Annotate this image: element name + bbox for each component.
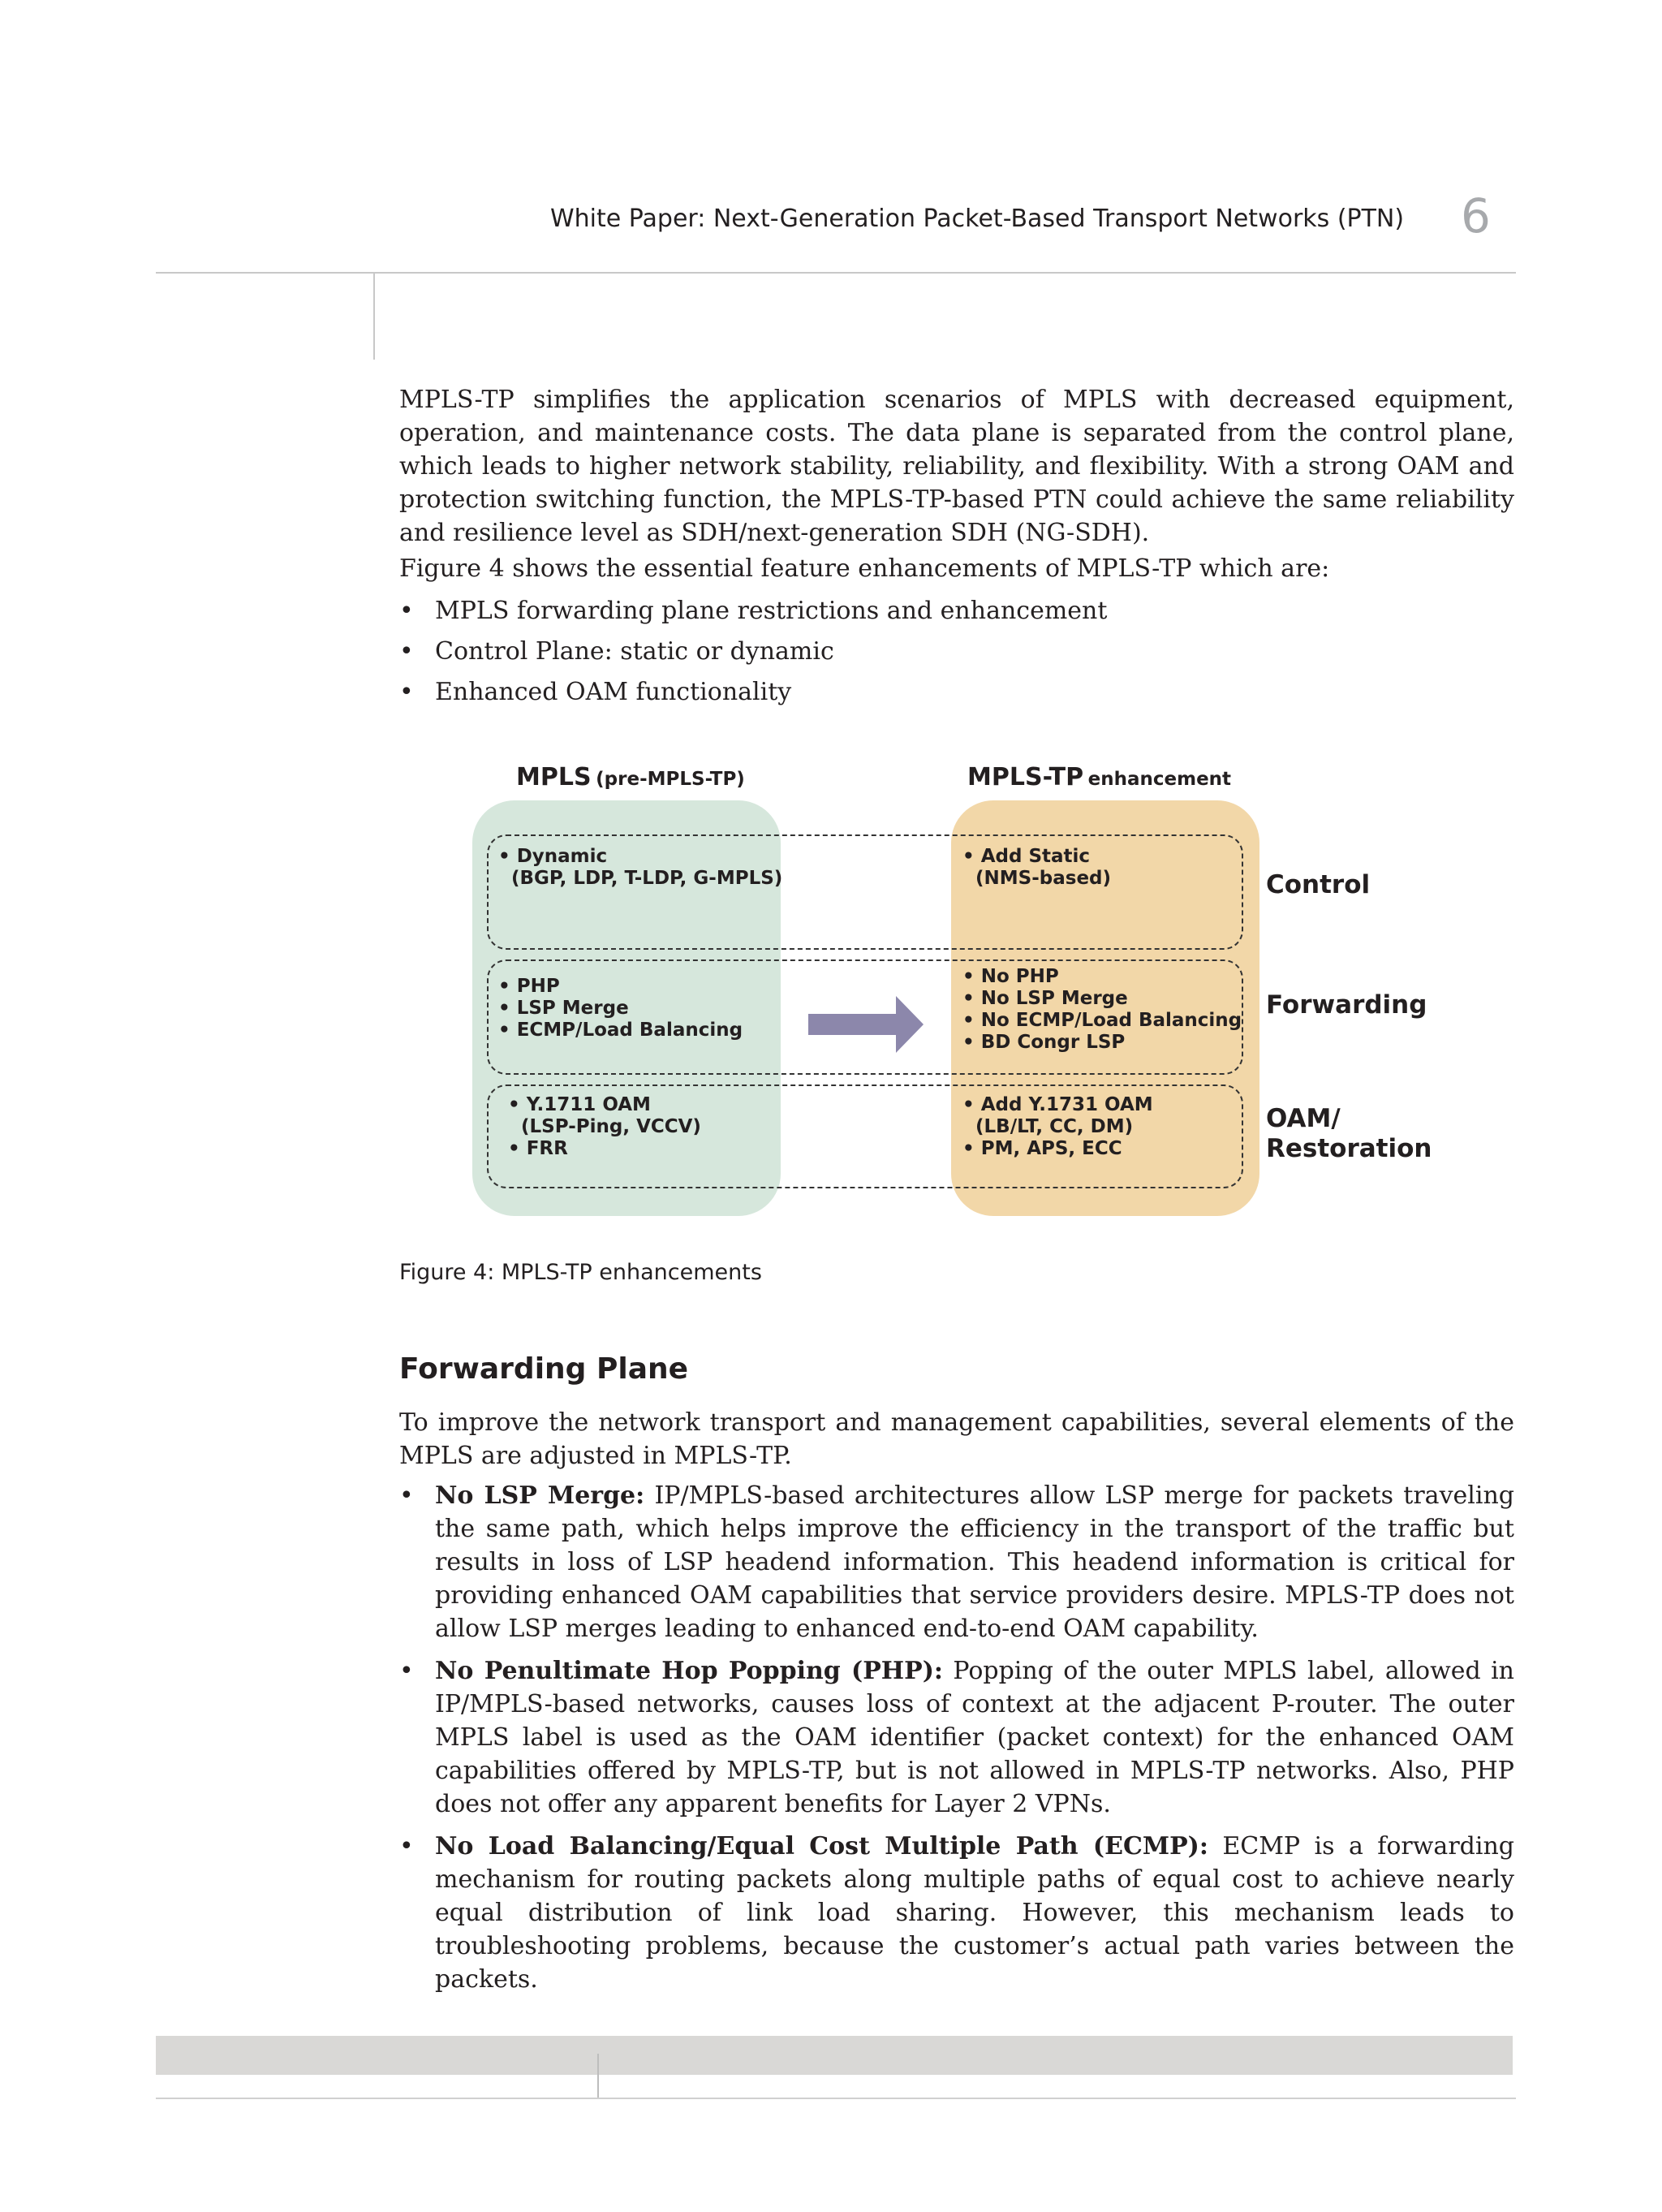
forwarding-right-cell: • No PHP • No LSP Merge • No ECMP/Load Balancing • BD Congr LSP bbox=[962, 966, 1242, 1053]
bullet-icon: • bbox=[399, 678, 414, 706]
list-item bbox=[399, 1830, 1514, 1996]
intro-bullet-list bbox=[399, 594, 1514, 716]
right-arrow-icon bbox=[808, 996, 924, 1053]
intro-paragraph: MPLS-TP simplifies the application scenarios of MPLS with decreased equipment, operation, and maintenance costs. The data plane is separated from the control plane, which leads to higher network stability, reliability, and flexibility. With a strong OAM and protection switching function, the MPLS-TP-based PTN could achieve the same reliability and resilience level as SDH/next-generation SDH (NG-SDH). bbox=[399, 386, 1514, 547]
control-left-cell: • Dynamic (BGP, LDP, T-LDP, G-MPLS) bbox=[498, 846, 783, 889]
bullet-icon: • bbox=[399, 597, 414, 625]
list-item-text: Popping of the outer MPLS label, allowed in IP/MPLS-based networks, causes loss of context at the adjacent P-router. The outer MPLS label is used as the OAM identifier (packet context) for the enhanced OAM capabilities offered by MPLS-TP, but is not allowed in MPLS-TP networks. Also, PHP does not offer any apparent benefits for Layer 2 VPNs. bbox=[435, 1657, 1514, 1818]
list-item-text: MPLS forwarding plane restrictions and enhancement bbox=[435, 597, 1108, 625]
section-intro-paragraph: To improve the network transport and management capabilities, several elements of the MPLS are adjusted in MPLS-TP. bbox=[399, 1408, 1514, 1470]
figure-reference-paragraph: Figure 4 shows the essential feature enhancements of MPLS-TP which are: bbox=[399, 554, 1330, 583]
figure-caption: Figure 4: MPLS-TP enhancements bbox=[399, 1260, 762, 1285]
list-item-text: Enhanced OAM functionality bbox=[435, 678, 792, 706]
mpls-tp-figure bbox=[454, 763, 1445, 1226]
forwarding-left-cell: • PHP • LSP Merge • ECMP/Load Balancing bbox=[498, 976, 743, 1041]
left-column-heading bbox=[516, 763, 745, 791]
left-heading-sub: (pre-MPLS-TP) bbox=[596, 769, 745, 790]
right-column-heading bbox=[967, 763, 1231, 791]
list-item bbox=[399, 1479, 1514, 1645]
page-number: 6 bbox=[1461, 188, 1491, 244]
list-item-term: No Load Balancing/Equal Cost Multiple Path (ECMP): bbox=[435, 1832, 1208, 1861]
bullet-icon: • bbox=[399, 1481, 414, 1510]
section-bullet-list bbox=[399, 1479, 1514, 2005]
control-right-cell: • Add Static (NMS-based) bbox=[962, 846, 1112, 889]
list-item bbox=[399, 675, 1514, 709]
list-item-text: IP/MPLS-based architectures allow LSP merge for packets traveling the same path, which helps improve the efficiency in the transport of the traffic but results in loss of LSP headend information. This headend information is critical for providing enhanced OAM capabilities that service providers desire. MPLS-TP does not allow LSP merges leading to enhanced end-to-end OAM capability. bbox=[435, 1481, 1514, 1643]
footer-tick-divider bbox=[597, 2054, 599, 2098]
footer-divider bbox=[156, 2098, 1516, 2099]
list-item bbox=[399, 1654, 1514, 1821]
running-header: White Paper: Next-Generation Packet-Based Transport Networks (PTN) bbox=[550, 205, 1405, 233]
left-heading-main: MPLS bbox=[516, 763, 592, 791]
oam-restoration-row-label: OAM/ Restoration bbox=[1266, 1104, 1432, 1163]
section-heading: Forwarding Plane bbox=[399, 1352, 689, 1386]
header-divider bbox=[156, 272, 1516, 274]
oam-right-cell: • Add Y.1731 OAM (LB/LT, CC, DM) • PM, APS, ECC bbox=[962, 1094, 1153, 1159]
list-item-term: No Penultimate Hop Popping (PHP): bbox=[435, 1657, 943, 1685]
forwarding-row-label: Forwarding bbox=[1266, 990, 1427, 1020]
oam-left-cell: • Y.1711 OAM (LSP-Ping, VCCV) • FRR bbox=[508, 1094, 701, 1159]
list-item bbox=[399, 594, 1514, 627]
list-item bbox=[399, 635, 1514, 668]
bullet-icon: • bbox=[399, 1832, 414, 1861]
bullet-icon: • bbox=[399, 1657, 414, 1685]
list-item-term: No LSP Merge: bbox=[435, 1481, 645, 1510]
right-heading-sub: enhancement bbox=[1087, 769, 1232, 790]
right-heading-main: MPLS-TP bbox=[967, 763, 1084, 791]
footer-bar bbox=[156, 2036, 1513, 2075]
list-item-text: ECMP is a forwarding mechanism for routing packets along multiple paths of equal cost to achieve nearly equal distribution of link load sharing. However, this mechanism leads to troubleshooting problems, because the customer’s actual path varies between the packets. bbox=[435, 1832, 1514, 1994]
header-tick-divider bbox=[373, 274, 375, 360]
list-item-text: Control Plane: static or dynamic bbox=[435, 637, 834, 666]
bullet-icon: • bbox=[399, 637, 414, 666]
control-row-label: Control bbox=[1266, 870, 1371, 899]
